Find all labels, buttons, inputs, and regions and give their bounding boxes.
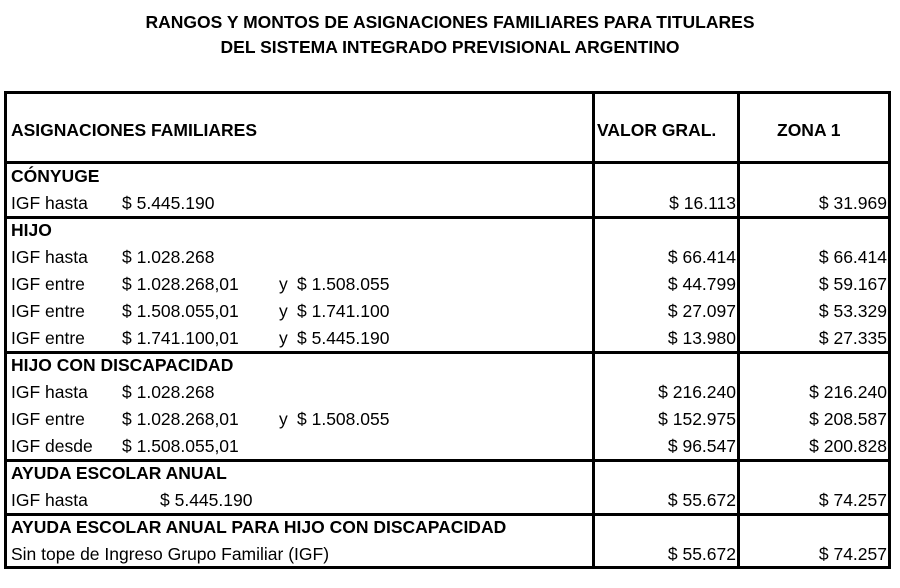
title-line-1: RANGOS Y MONTOS DE ASIGNACIONES FAMILIARES PARA TITULARES: [145, 12, 755, 32]
column-divider: [737, 94, 740, 566]
row-range-to: $ 5.445.190: [297, 328, 390, 348]
value-general: $ 55.672: [667, 490, 736, 510]
row-divider: [7, 161, 888, 164]
row-range-from: $ 5.445.190: [122, 193, 215, 213]
row-range-from: $ 1.028.268,01: [122, 274, 239, 294]
row-range-and: y: [279, 274, 288, 294]
row-range-from: $ 1.508.055,01: [122, 301, 239, 321]
section-title: AYUDA ESCOLAR ANUAL: [11, 463, 227, 483]
value-general: $ 55.672: [667, 544, 736, 564]
row-label: IGF desde: [11, 436, 93, 456]
row-range-to: $ 1.508.055: [297, 409, 390, 429]
row-range-from: $ 1.741.100,01: [122, 328, 239, 348]
row-range-and: y: [279, 409, 288, 429]
column-divider: [592, 94, 595, 566]
value-zona-1: $ 74.257: [818, 490, 887, 510]
row-range-and: y: [279, 301, 288, 321]
section-title: HIJO: [11, 220, 52, 240]
allowance-table: [4, 91, 891, 569]
document-title: [0, 10, 900, 60]
header-zona-1: ZONA 1: [777, 120, 841, 140]
row-label: IGF entre: [11, 301, 85, 321]
row-label: IGF hasta: [11, 247, 88, 267]
value-general: $ 96.547: [667, 436, 736, 456]
value-general: $ 13.980: [667, 328, 736, 348]
section-title: AYUDA ESCOLAR ANUAL PARA HIJO CON DISCAPACIDAD: [11, 517, 507, 537]
row-label: IGF entre: [11, 274, 85, 294]
value-general: $ 66.414: [667, 247, 736, 267]
value-general: $ 27.097: [667, 301, 736, 321]
value-zona-1: $ 200.828: [809, 436, 887, 456]
value-general: $ 152.975: [658, 409, 736, 429]
row-range-from: $ 1.028.268,01: [122, 409, 239, 429]
row-label: IGF hasta: [11, 382, 88, 402]
value-zona-1: $ 59.167: [818, 274, 887, 294]
row-range-to: $ 1.741.100: [297, 301, 390, 321]
row-range-to: $ 1.508.055: [297, 274, 390, 294]
value-general: $ 216.240: [658, 382, 736, 402]
value-zona-1: $ 208.587: [809, 409, 887, 429]
row-label: IGF entre: [11, 409, 85, 429]
row-label: Sin tope de Ingreso Grupo Familiar (IGF): [11, 544, 330, 564]
value-general: $ 16.113: [669, 193, 736, 213]
section-title: HIJO CON DISCAPACIDAD: [11, 355, 234, 375]
row-range-and: y: [279, 328, 288, 348]
value-zona-1: $ 74.257: [818, 544, 887, 564]
row-range-from: $ 5.445.190: [160, 490, 253, 510]
header-valor-gral: VALOR GRAL.: [597, 120, 717, 140]
value-general: $ 44.799: [667, 274, 736, 294]
row-label: IGF hasta: [11, 193, 88, 213]
value-zona-1: $ 31.969: [818, 193, 887, 213]
row-range-from: $ 1.028.268: [122, 382, 215, 402]
section-title: CÓNYUGE: [11, 166, 100, 186]
value-zona-1: $ 66.414: [818, 247, 887, 267]
row-label: IGF hasta: [11, 490, 88, 510]
header-asignaciones: ASIGNACIONES FAMILIARES: [11, 120, 257, 140]
row-range-from: $ 1.028.268: [122, 247, 215, 267]
row-range-from: $ 1.508.055,01: [122, 436, 239, 456]
value-zona-1: $ 53.329: [818, 301, 887, 321]
value-zona-1: $ 216.240: [809, 382, 887, 402]
title-line-2: DEL SISTEMA INTEGRADO PREVISIONAL ARGENTINO: [220, 37, 680, 57]
row-label: IGF entre: [11, 328, 85, 348]
value-zona-1: $ 27.335: [818, 328, 887, 348]
row-divider: [7, 216, 888, 219]
